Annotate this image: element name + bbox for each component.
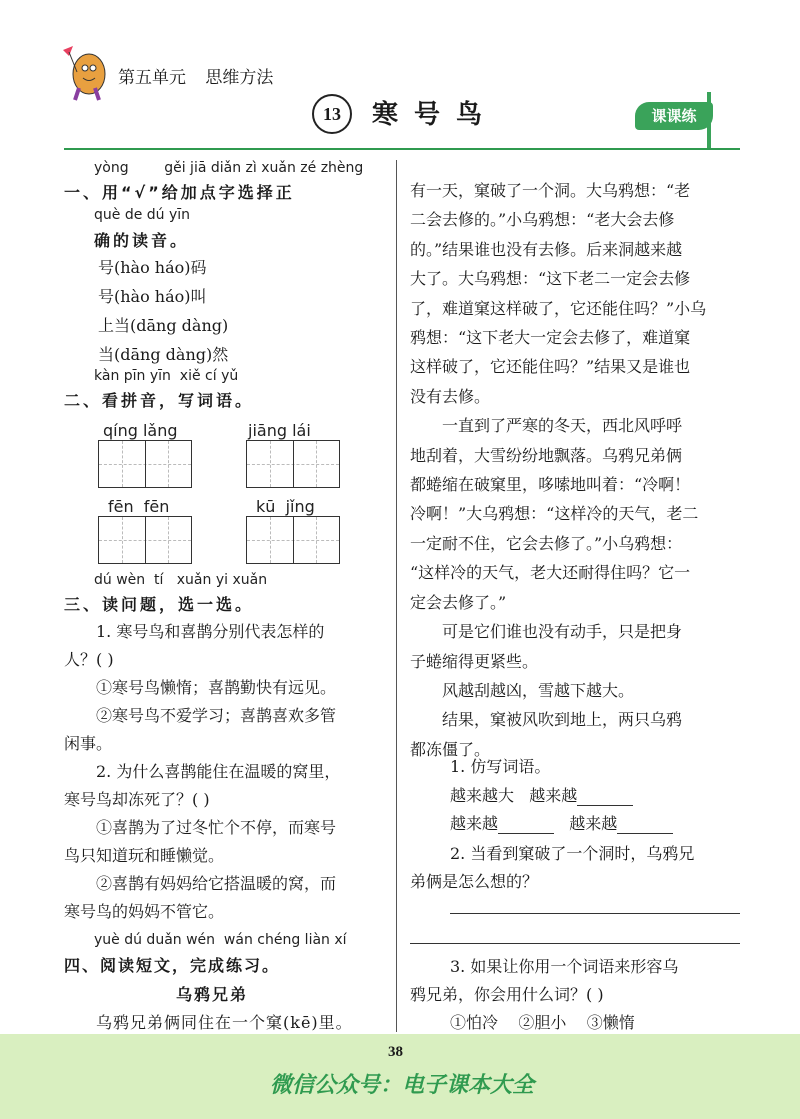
mascot-illustration [55,42,115,104]
writing-box[interactable] [246,440,340,488]
column-divider [396,160,397,1032]
word-pinyin: fēn fēn [108,497,170,516]
s1-title2: 确的读音。 [94,231,190,250]
unit-header [118,63,287,88]
q1-label: 1. 仿写词语。 [450,757,551,776]
story-line: 风越刮越凶，雪越下越大。 [410,680,635,700]
answer-blank[interactable] [617,815,673,834]
s1-title: 一、用“√”给加点字选择正 [64,183,295,202]
story-line: “这样冷的天气，老大还耐得住吗？它一 [410,563,691,583]
story-line: 可是它们谁也没有动手，只是把身 [410,622,683,642]
s3-line: 鸟只知道玩和睡懒觉。 [64,846,225,865]
story-first-line: 乌鸦兄弟俩同住在一个窠(kē)里。 [96,1013,353,1032]
s1-item[interactable]: 当(dāng dàng)然 [98,345,229,364]
answer-line[interactable] [410,943,740,944]
page-number: 38 [388,1044,403,1060]
q1-row2 [450,811,673,834]
q2-line2: 弟俩是怎么想的？ [410,872,539,891]
story-line: 地刮着，大雪纷纷地飘落。乌鸦兄弟俩 [410,445,683,465]
q1-prompt: 越来越 [569,814,618,833]
story-title: 乌鸦兄弟 [176,985,249,1004]
lesson-title: 寒号鸟 [372,100,499,130]
answer-blank[interactable] [577,787,633,806]
q2-line1: 2. 当看到窠破了一个洞时，乌鸦兄 [450,844,695,863]
s3-pinyin: dú wèn tí xuǎn yi xuǎn [94,572,268,588]
story-line: 大了。大乌鸦想：“这下老二一定会去修 [410,269,691,289]
word-pinyin: kū jǐng [256,497,315,516]
s3-line: ①寒号鸟懒惰；喜鹊勤快有远见。 [96,678,337,697]
wechat-banner: 微信公众号：电子课本大全 [270,1073,535,1098]
s4-pinyin: yuè dú duǎn wén wán chéng liàn xí [94,932,347,948]
s1-pinyin2: què de dú yīn [94,207,191,223]
s3-line: ②喜鹊有妈妈给它搭温暖的窝，而 [96,874,337,893]
story-line: 都冻僵了。 [410,739,491,759]
s3-line: 1. 寒号鸟和喜鹊分别代表怎样的 [96,622,325,641]
s3-line: 2. 为什么喜鹊能住在温暖的窝里， [96,762,341,781]
writing-box[interactable] [98,516,192,564]
s3-title: 三、读问题，选一选。 [64,595,255,614]
story-line: 二会去修的。”小乌鸦想：“老大会去修 [410,210,675,230]
story-line: 没有去修。 [410,386,491,406]
q3-line2[interactable]: 鸦兄弟，你会用什么词？( ) [410,985,604,1004]
story-line: 一定耐不住，它会去修了。”小乌鸦想： [410,533,683,553]
writing-box[interactable] [246,516,340,564]
s3-line: ①喜鹊为了过冬忙个不停，而寒号 [96,818,337,837]
word-pinyin: qíng lǎng [103,421,178,440]
story-line: 一直到了严寒的冬天，西北风呼呼 [410,416,683,436]
story-line: 有一天，窠破了一个洞。大乌鸦想：“老 [410,181,691,200]
story-line: 了，难道窠这样破了，它还能住吗？”小乌 [410,298,707,318]
q3-options[interactable]: ①怕冷 ②胆小 ③懒惰 [450,1013,635,1032]
unit-label: 第五单元 [118,68,186,88]
story-line: 这样破了，它还能住吗？”结果又是谁也 [410,357,691,377]
s3-body [64,618,394,926]
s3-line: 闲事。 [64,734,113,753]
q1-example: 越来越大 [450,786,515,805]
s3-line: 寒号鸟的妈妈不管它。 [64,902,225,921]
s1-item[interactable]: 号(hào háo)码 [98,258,207,277]
s1-pinyin: yòng gěi jiā diǎn zì xuǎn zé zhèng [94,160,364,176]
practice-badge: 课课练 [635,102,713,130]
topic-label: 思维方法 [205,68,274,88]
header-rule [64,148,740,150]
word-pinyin: jiāng lái [248,421,311,440]
writing-box[interactable] [98,440,192,488]
story-line: 定会去修了。” [410,592,507,612]
q3-line1: 3. 如果让你用一个词语来形容乌 [450,957,679,976]
s3-line: ②寒号鸟不爱学习；喜鹊喜欢多管 [96,706,337,725]
story-line: 鸦想：“这下老大一定会去修了，难道窠 [410,328,691,348]
story-line: 都蜷缩在破窠里，哆嗦地叫着：“冷啊！ [410,475,691,495]
answer-line[interactable] [450,913,740,914]
q1-row1 [450,783,633,806]
answer-blank[interactable] [498,815,554,834]
story-line: 的。”结果谁也没有去修。后来洞越来越 [410,239,683,259]
lesson-number: 13 [312,94,352,134]
s1-item[interactable]: 号(hào háo)叫 [98,287,207,306]
q1-prompt: 越来越 [450,814,499,833]
s2-pinyin: kàn pīn yīn xiě cí yǔ [94,368,239,384]
s3-line[interactable]: 寒号鸟却冻死了？( ) [64,790,210,809]
q1-prompt: 越来越 [529,786,578,805]
s1-item[interactable]: 上当(dāng dàng) [98,316,229,335]
story-text [410,176,745,764]
s3-line[interactable]: 人？( ) [64,650,114,669]
s4-title: 四、阅读短文，完成练习。 [64,956,281,975]
s2-title: 二、看拼音，写词语。 [64,391,255,410]
story-line: 冷啊！”大乌鸦想：“这样冷的天气，老二 [410,504,699,524]
story-line: 结果，窠被风吹到地上，两只乌鸦 [410,710,683,730]
story-line: 子蜷缩得更紧些。 [410,651,539,671]
